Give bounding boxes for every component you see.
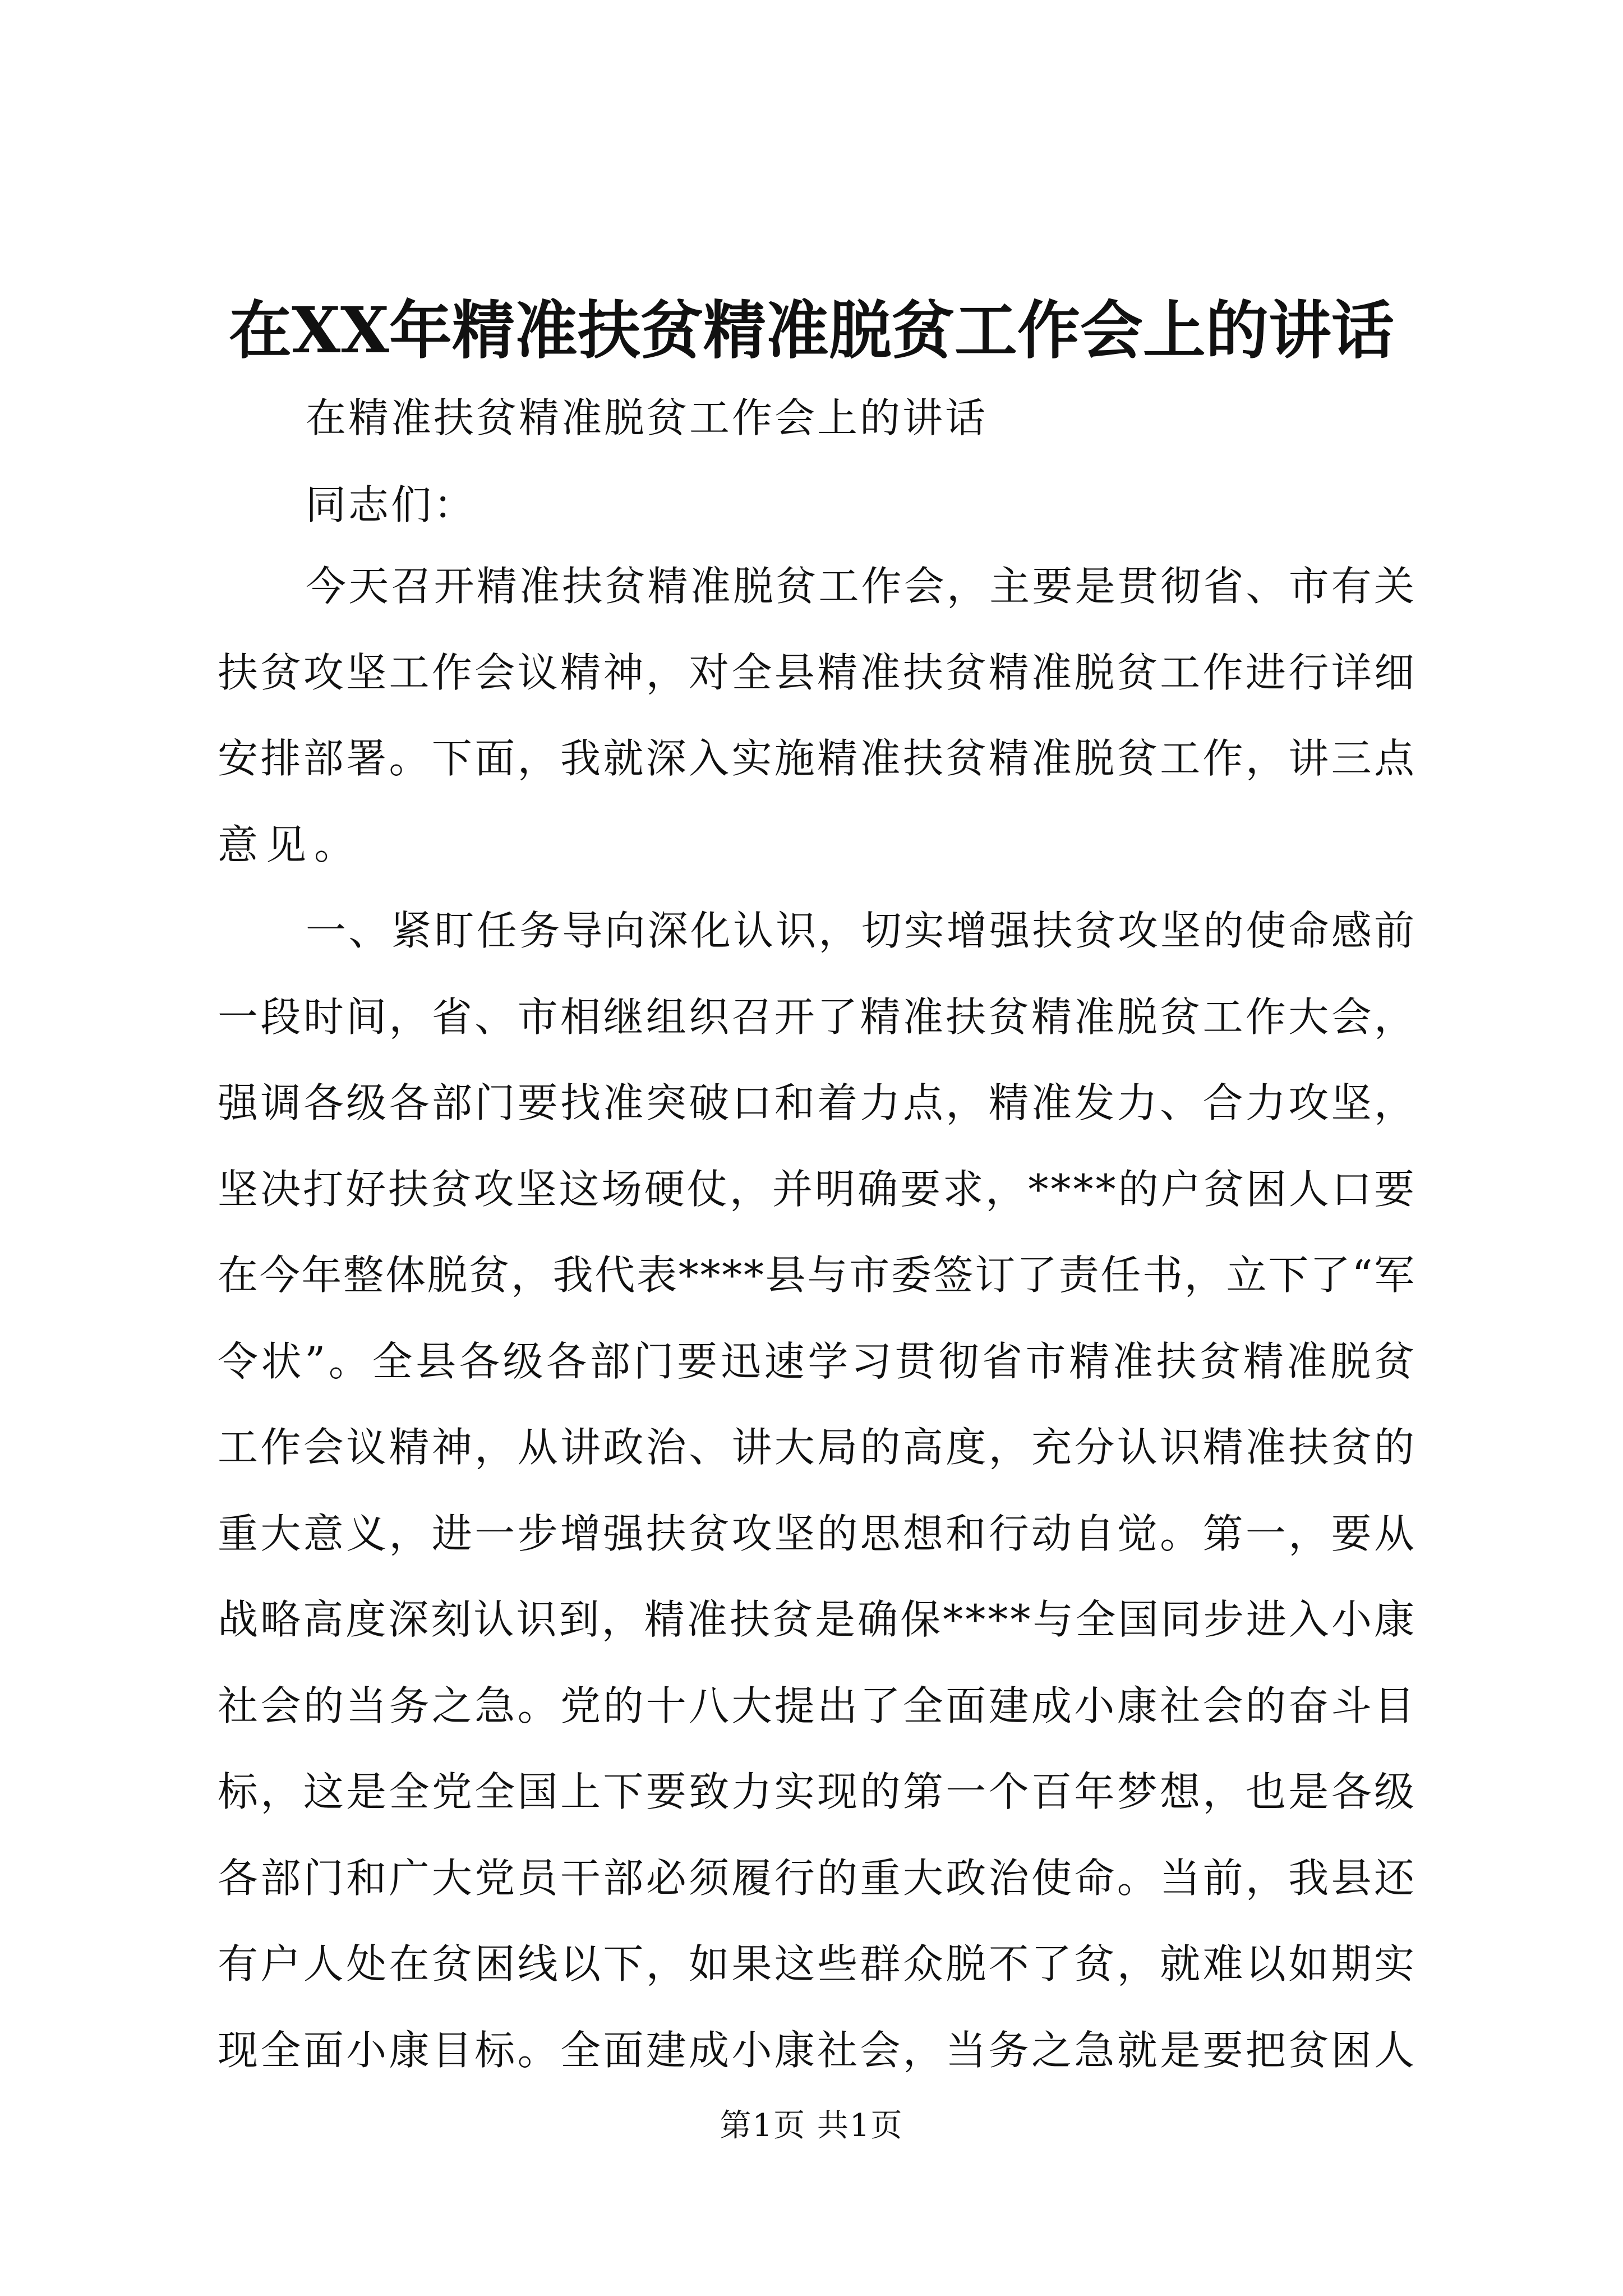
page-footer: 第1页 共1页 — [720, 2108, 903, 2144]
body-line: 标，这是全党全国上下要致力实现的第一个百年梦想，也是各级 — [218, 1768, 1417, 1815]
body-line: 工作会议精神，从讲政治、讲大局的高度，充分认识精准扶贫的 — [218, 1424, 1417, 1471]
body-line: 一、紧盯任务导向深化认识，切实增强扶贫攻坚的使命感前 — [306, 907, 1417, 954]
body-line: 令状”。全县各级各部门要迅速学习贯彻省市精准扶贫精准脱贫 — [218, 1338, 1418, 1385]
body-line: 扶贫攻坚工作会议精神，对全县精准扶贫精准脱贫工作进行详细 — [218, 649, 1417, 696]
body-line: 有户人处在贫困线以下，如果这些群众脱不了贫，就难以如期实 — [218, 1940, 1417, 1987]
body-line: 安排部署。下面，我就深入实施精准扶贫精准脱贫工作，讲三点 — [218, 735, 1417, 782]
body-line: 意见。 — [218, 821, 363, 868]
document-subtitle: 在精准扶贫精准脱贫工作会上的讲话 — [306, 394, 988, 441]
body-line: 重大意义，进一步增强扶贫攻坚的思想和行动自觉。第一，要从 — [218, 1510, 1417, 1557]
body-line: 现全面小康目标。全面建成小康社会，当务之急就是要把贫困人 — [218, 2027, 1417, 2074]
document-title: 在XX年精准扶贫精准脱贫工作会上的讲话 — [229, 294, 1394, 367]
body-line: 社会的当务之急。党的十八大提出了全面建成小康社会的奋斗目 — [218, 1682, 1417, 1729]
body-line: 强调各级各部门要找准突破口和着力点，精准发力、合力攻坚， — [218, 1079, 1417, 1126]
body-line: 在今年整体脱贫，我代表****县与市委签订了责任书，立下了“军 — [218, 1251, 1416, 1299]
greeting: 同志们： — [306, 481, 477, 528]
body-line: 战略高度深刻认识到，精准扶贫是确保****与全国同步进入小康 — [218, 1596, 1417, 1643]
body-line: 今天召开精准扶贫精准脱贫工作会，主要是贯彻省、市有关 — [306, 563, 1417, 610]
body-line: 一段时间，省、市相继组织召开了精准扶贫精准脱贫工作大会， — [218, 993, 1417, 1041]
body-line: 各部门和广大党员干部必须履行的重大政治使命。当前，我县还 — [218, 1855, 1417, 1902]
body-line: 坚决打好扶贫攻坚这场硬仗，并明确要求，****的户贫困人口要 — [218, 1166, 1417, 1213]
